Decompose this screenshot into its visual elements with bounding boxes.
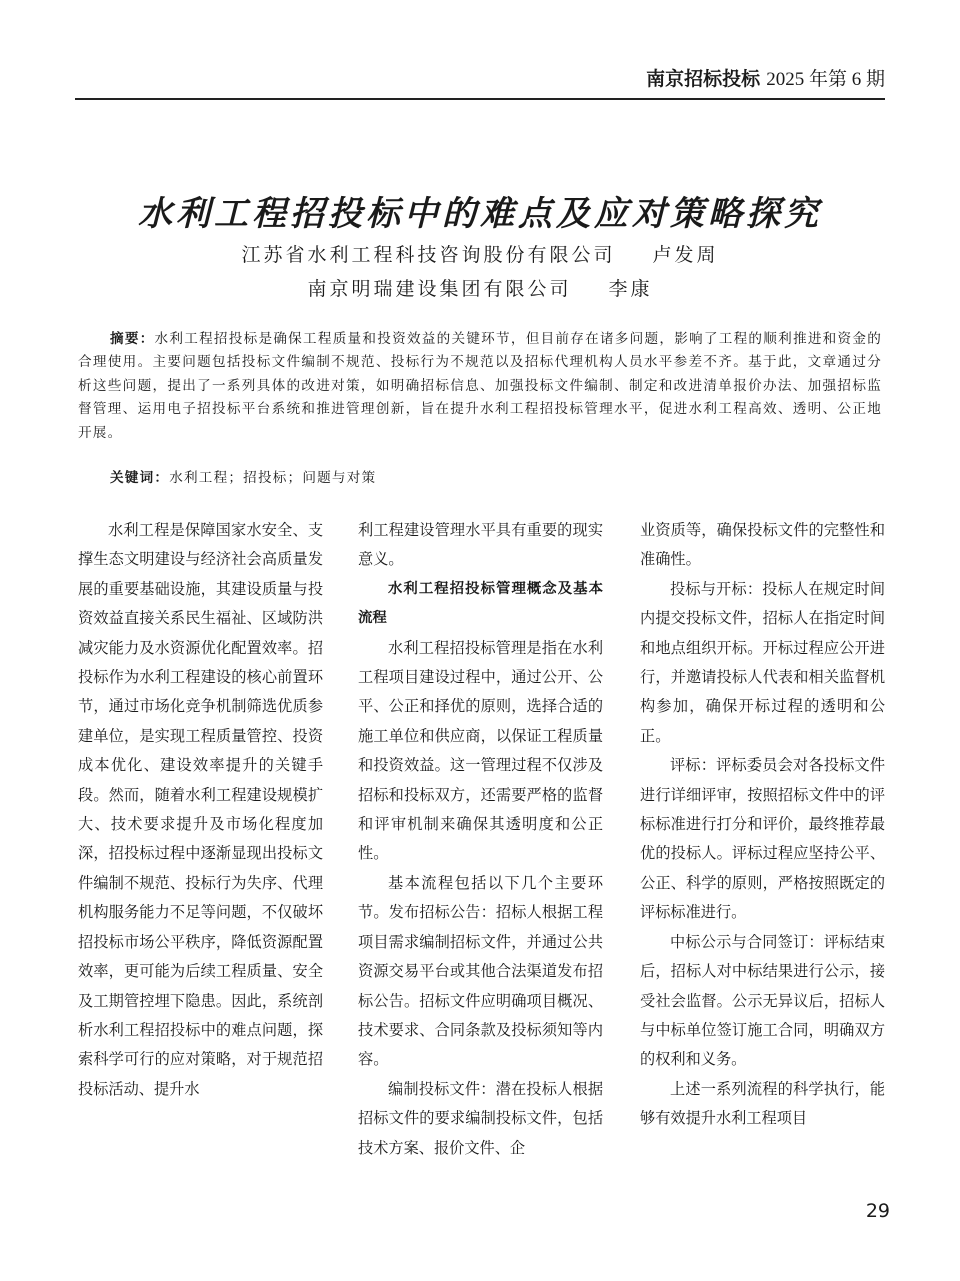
body-paragraph: 编制投标文件：潜在投标人根据招标文件的要求编制投标文件，包括技术方案、报价文件、企 xyxy=(358,1079,603,1157)
running-header xyxy=(75,64,885,98)
body-column-1 xyxy=(78,516,323,1104)
body-paragraph: 评标：评标委员会对各投标文件进行详细评审，按照招标文件中的评标标准进行打分和评价，最终推荐最优的投标人。评标过程应坚持公平、公正、科学的原则，严格按照既定的评标标准进行。 xyxy=(640,756,885,922)
affiliation-org: 南京明瑞建设集团有限公司 xyxy=(307,278,572,300)
abstract-text: 水利工程招投标是确保工程质量和投资效益的关键环节，但目前存在诸多问题，影响了工程的顺利推进和资金的合理使用。主要问题包括投标文件编制不规范、投标行为不规范以及招标代理机构人员水平参差不齐。基于此，文章通过分析这些问题，提出了一系列具体的改进对策，如明确招标信息、加强投标文件编制、制定和改进清单报价办法、加强招标监督管理、运用电子招投标平台系统和推进管理创新，旨在提升水利工程招投标管理水平，促进水利工程高效、透明、公正地开展。 xyxy=(78,331,882,441)
body-paragraph: 上述一系列流程的科学执行，能够有效提升水利工程项目 xyxy=(640,1079,885,1128)
affiliation-line-2 xyxy=(0,274,960,301)
body-paragraph: 利工程建设管理水平具有重要的现实意义。 xyxy=(358,521,603,569)
keywords-label: 关键词： xyxy=(110,470,170,486)
article-title: 水利工程招投标中的难点及应对策略探究 xyxy=(138,194,822,234)
body-paragraph: 基本流程包括以下几个主要环节。发布招标公告：招标人根据工程项目需求编制招标文件，并通过公共资源交易平台或其他合法渠道发布招标公告。招标文件应明确项目概况、技术要求、合同条款及投标须知等内容。 xyxy=(358,873,603,1069)
abstract-label: 摘要： xyxy=(110,331,155,347)
body-paragraph: 水利工程招投标管理是指在水利工程项目建设过程中，通过公开、公平、公正和择优的原则，选择合适的施工单位和供应商，以保证工程质量和投资效益。这一管理过程不仅涉及招标和投标双方，还需要严格的监督和评审机制来确保其透明度和公正性。 xyxy=(358,638,603,863)
body-paragraph: 水利工程是保障国家水安全、支撑生态文明建设与经济社会高质量发展的重要基础设施，其建设质量与投资效益直接关系民生福祉、区域防洪减灾能力及水资源优化配置效率。招投标作为水利工程建设的核心前置环节，通过市场化竞争机制筛选优质参建单位，是实现工程质量管控、投资成本优化、建设效率提升的关键手段。然而，随着水利工程建设规模扩大、技术要求提升及市场化程度加深，招投标过程中逐渐显现出投标文件编制不规范、投标行为失序、代理机构服务能力不足等问题，不仅破坏招投标市场公平秩序，降低资源配置效率，更可能为后续工程质量、安全及工期管控埋下隐患。因此，系统剖析水利工程招投标中的难点问题，探索科学可行的应对策略，对于规范招投标活动、提升水 xyxy=(78,521,323,1098)
abstract xyxy=(78,328,882,445)
journal-name: 南京招标投标 xyxy=(646,68,761,90)
body-paragraph: 业资质等，确保投标文件的完整性和准确性。 xyxy=(640,521,885,569)
affiliation-line-1 xyxy=(0,240,960,267)
header-rule xyxy=(75,98,885,100)
author-name: 李康 xyxy=(608,278,653,300)
body-paragraph: 投标与开标：投标人在规定时间内提交投标文件，招标人在指定时间和地点组织开标。开标过程应公开进行，并邀请投标人代表和相关监督机构参加，确保开标过程的透明和公正。 xyxy=(640,579,885,745)
keywords xyxy=(110,466,882,486)
body-column-3 xyxy=(640,516,885,1134)
affiliation-org: 江苏省水利工程科技咨询股份有限公司 xyxy=(241,244,616,266)
page-number: 29 xyxy=(865,1200,890,1222)
keywords-text: 水利工程；招投标；问题与对策 xyxy=(169,470,377,486)
issue-label: 2025 年第 6 期 xyxy=(766,69,885,90)
author-name: 卢发周 xyxy=(652,244,719,266)
body-paragraph: 中标公示与合同签订：评标结束后，招标人对中标结果进行公示，接受社会监督。公示无异议后，招标人与中标单位签订施工合同，明确双方的权利和义务。 xyxy=(640,932,885,1069)
section-heading: 水利工程招投标管理概念及基本流程 xyxy=(358,580,603,627)
body-column-2 xyxy=(358,516,603,1163)
